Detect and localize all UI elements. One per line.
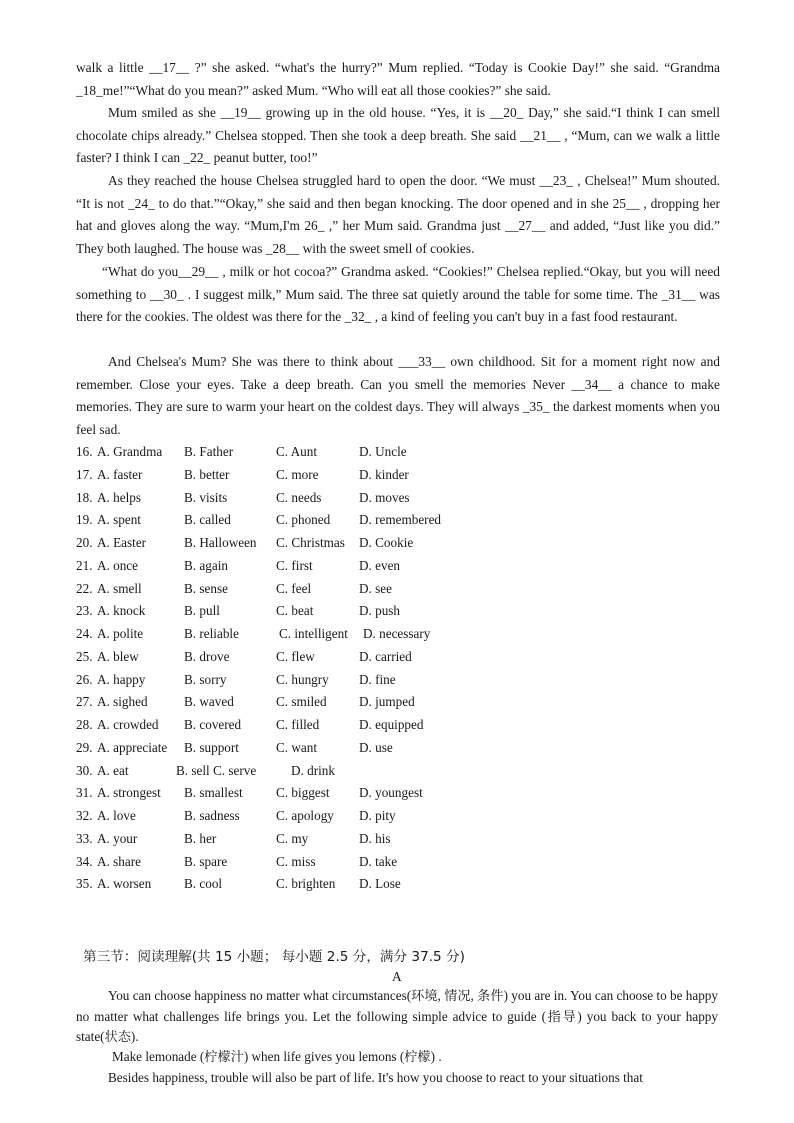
cloze-paragraph-2: Mum smiled as she __19__ growing up in the old house. “Yes, it is __20_ Day,” she said.“I think I can smell chocolate chips already.” Chelsea stopped. Then she took a deep breath. She said __21__ , “Mum, can we walk a little faster? I think I can _22_ peanut butter, too!” [76, 105, 720, 166]
option-row [76, 578, 676, 601]
option-c: C. more [276, 466, 319, 482]
option-a: A. eat [97, 762, 129, 778]
question-number: 25. [76, 648, 93, 664]
option-a: A. Grandma [97, 444, 163, 459]
option-d: D. Cookie [359, 535, 414, 550]
option-c: C. apology [276, 808, 334, 823]
option-c: C. needs [276, 489, 322, 505]
option-b: B. sadness [184, 808, 240, 823]
option-b: B. visits [184, 489, 228, 505]
option-d: D. see [359, 580, 392, 596]
option-d: D. use [359, 739, 393, 755]
option-d: D. necessary [363, 626, 431, 641]
option-c: C. intelligent [279, 626, 348, 641]
question-number: 20. [76, 535, 93, 550]
option-row [76, 487, 676, 510]
option-row [76, 851, 676, 874]
option-c: C. my [276, 830, 309, 846]
option-c: C. filled [276, 717, 320, 732]
option-row [76, 737, 676, 760]
option-row [76, 441, 676, 464]
reading-paragraph-1: You can choose happiness no matter what circumstances(环境, 情况, 条件) you are in. You can choose to be happy no matter what challenges life brings you. Let the following simple advice to guide (指导) you back to your happy state(状态). [76, 988, 718, 1045]
question-number: 28. [76, 717, 93, 732]
cloze-paragraph-3: As they reached the house Chelsea struggled hard to open the door. “We must __23_ , Chelsea!” Mum shouted. “It is not _24_ to do that.”“Okay,” she said and then began knocking. The door opened and in she 25__ , dropping her hat and gloves along the way. “Mum,I'm 26_ ,” her Mum said. Grandma just __27__ and added, “Just like you did.” They both laughed. The house was _28__ with the sweet smell of cookies. [76, 173, 720, 256]
option-d: D. equipped [359, 717, 424, 732]
option-d: D. drink [291, 762, 335, 778]
question-number: 22. [76, 580, 93, 596]
option-row [76, 600, 676, 623]
question-number: 30. [76, 762, 93, 778]
option-d: D. Lose [359, 876, 401, 892]
option-a: A. polite [97, 626, 144, 641]
option-a: A. sighed [97, 694, 148, 710]
question-number: 33. [76, 830, 93, 846]
option-row [76, 805, 676, 828]
option-b: B. spare [184, 853, 228, 869]
option-a: A. helps [97, 489, 141, 505]
option-b: B. smallest [184, 785, 243, 801]
question-number: 16. [76, 444, 93, 459]
question-number: 35. [76, 876, 93, 892]
option-d: D. jumped [359, 694, 415, 710]
option-a: A. your [97, 830, 138, 846]
option-b: B. sorry [184, 671, 227, 687]
option-a: A. share [97, 853, 141, 869]
option-b: B. waved [184, 694, 234, 710]
option-c: C. phoned [276, 512, 331, 528]
question-number: 31. [76, 785, 93, 801]
option-a: A. spent [97, 512, 141, 528]
option-a: A. crowded [97, 717, 159, 732]
question-number: 29. [76, 739, 93, 755]
option-d: D. carried [359, 648, 412, 664]
question-number: 17. [76, 466, 93, 482]
option-row [76, 828, 676, 851]
option-row [76, 555, 676, 578]
option-d: D. fine [359, 671, 396, 687]
cloze-paragraph-4: “What do you__29__ , milk or hot cocoa?” Grandma asked. “Cookies!” Chelsea replied.“Okay, but you will need something to __30_ . I suggest milk,” Mum said. The three sat quietly around the table for some time. The _31__ was there for the cookies. The oldest was there for the _32_ , a kind of feeling you can't buy in a fast food restaurant. [76, 264, 720, 325]
option-row [76, 873, 676, 896]
section-heading: 第三节：阅读理解(共 15 小题； 每小题 2.5 分，满分 37.5 分) [83, 949, 465, 965]
option-c: C. biggest [276, 785, 330, 801]
option-d: D. push [359, 603, 401, 619]
option-d: D. remembered [359, 512, 442, 528]
option-c: C. smiled [276, 694, 327, 710]
option-c: C. first [276, 557, 313, 573]
option-d: D. even [359, 557, 401, 573]
cloze-paragraph-5: And Chelsea's Mum? She was there to think about ___33__ own childhood. Sit for a moment right now and remember. Close your eyes. Take a deep breath. Can you smell the memories Never __34__ a chance to make memories. They are sure to warm your heart on the coldest days. They will always _35_ the darkest moments when you feel sad. [76, 354, 720, 437]
option-row [76, 760, 676, 783]
question-number: 24. [76, 626, 93, 641]
option-a: A. once [97, 557, 139, 573]
question-number: 27. [76, 694, 93, 710]
option-b: B. Father [184, 444, 234, 459]
option-row [76, 623, 676, 646]
option-c: C. Aunt [276, 444, 318, 459]
option-row [76, 509, 676, 532]
option-b: B. called [184, 512, 231, 528]
answer-options-list [76, 441, 676, 896]
option-row [76, 691, 676, 714]
option-a: A. love [97, 808, 136, 823]
option-b: B. sense [184, 580, 228, 596]
option-d: D. youngest [359, 785, 423, 801]
option-b: B. sell C. serve [176, 762, 257, 778]
option-a: A. blew [97, 648, 139, 664]
option-b: B. reliable [184, 626, 239, 641]
option-a: A. Easter [97, 535, 147, 550]
option-c: C. want [276, 739, 318, 755]
option-c: C. miss [276, 853, 316, 869]
question-number: 32. [76, 808, 93, 823]
option-b: B. support [184, 739, 239, 755]
option-row [76, 782, 676, 805]
option-b: B. again [184, 557, 228, 573]
option-b: B. drove [184, 648, 230, 664]
option-row [76, 646, 676, 669]
option-b: B. Halloween [184, 535, 257, 550]
option-b: B. covered [184, 717, 242, 732]
option-a: A. knock [97, 603, 146, 619]
option-row [76, 714, 676, 737]
option-d: D. pity [359, 808, 396, 823]
question-number: 26. [76, 671, 93, 687]
option-a: A. smell [97, 580, 142, 596]
option-row [76, 532, 676, 555]
option-a: A. strongest [97, 785, 161, 801]
option-c: C. hungry [276, 671, 329, 687]
question-number: 18. [76, 489, 93, 505]
option-d: D. take [359, 853, 398, 869]
option-d: D. his [359, 830, 391, 846]
option-row [76, 464, 676, 487]
reading-paragraph-3: Besides happiness, trouble will also be part of life. It's how you choose to react to your situations that [108, 1070, 643, 1085]
option-d: D. moves [359, 489, 410, 505]
option-c: C. Christmas [276, 535, 345, 550]
option-a: A. appreciate [97, 739, 168, 755]
option-b: B. pull [184, 603, 220, 619]
option-b: B. her [184, 830, 217, 846]
option-a: A. worsen [97, 876, 152, 892]
question-number: 21. [76, 557, 93, 573]
option-d: D. kinder [359, 466, 409, 482]
option-c: C. flew [276, 648, 315, 664]
option-c: C. brighten [276, 876, 336, 892]
question-number: 23. [76, 603, 93, 619]
option-c: C. feel [276, 580, 312, 596]
cloze-paragraph-1: walk a little __17__ ?” she asked. “what's the hurry?” Mum replied. “Today is Cookie Day!” she said. “Grandma _18_me!”“What do you mean?” asked Mum. “Who will eat all those cookies?” she said. [76, 60, 720, 98]
question-number: 34. [76, 853, 93, 869]
reading-paragraph-2: Make lemonade (柠檬汁) when life gives you lemons (柠檬) . [112, 1049, 442, 1064]
option-row [76, 669, 676, 692]
passage-letter: A [392, 969, 402, 984]
option-c: C. beat [276, 603, 314, 619]
option-b: B. better [184, 466, 230, 482]
option-a: A. happy [97, 671, 146, 687]
question-number: 19. [76, 512, 93, 528]
option-d: D. Uncle [359, 444, 407, 459]
option-b: B. cool [184, 876, 223, 892]
option-a: A. faster [97, 466, 143, 482]
